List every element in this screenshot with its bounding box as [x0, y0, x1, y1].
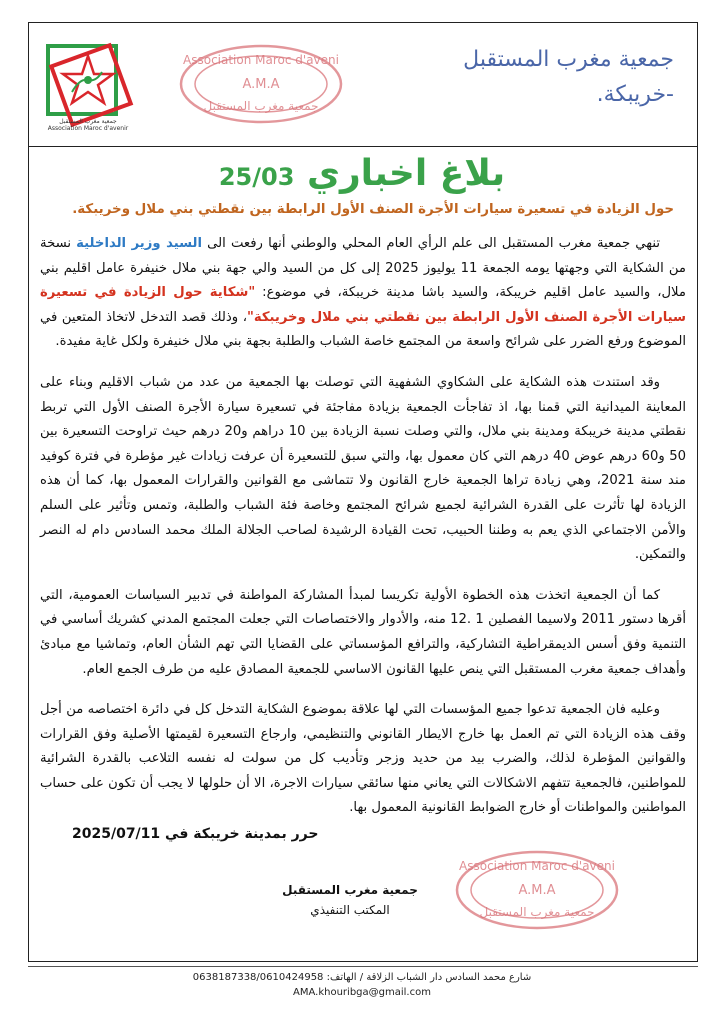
paragraph-2: وقد استندت هذه الشكاية على الشكاوي الشفهية التي توصلت بها الجمعية من عدد من شباب الاقليم وبناء على المعاينة الميدانية التي قمنا بها، اذ تفاجأت الجمعية بزيادة مفاجئة في تسعيرة سيارة الأجرة الصنف الأول التي تربط نقطتي مدينة خريبكة ومدينة بني ملال، والتي وصلت نسبة الزيادة بين 10 دراهم و20 درهم حيث تراوحت التسعيرة بين 50 و60 درهم عوض 40 درهم التي كان معمول بها، والتي سبق للتسعيرة أن عرفت زيادات غير مؤطرة في فترة كوفيد مند سنة 2021، وهي زيادة تراها الجمعية خارج القانون ولا تتماشى مع القوانين والقرارات المعمول بها، كما أن هذه الزيادة لها تأثرت على القدرة الشرائية لجميع شرائح المجتمع وخاصة فئة الشباب والطلبة، وتمس وتأثير على السلم والأمن الاجتماعي الذي يعم به وطننا الحبيب، تحت القيادة الرشيدة لصاحب الجلالة الملك محمد السادس دام له النصر والتمكين.	[40, 374, 687, 563]
paragraph-1-text-a: تنهي جمعية مغرب المستقبل الى علم الرأي العام المحلي والوطني أنها رفعت الى	[201, 236, 660, 251]
footer-divider	[28, 966, 698, 967]
signature-organization: جمعية مغرب المستقبل	[282, 883, 418, 897]
organization-title	[424, 42, 674, 112]
logo-caption-arabic: جمعية مغرب المستقبل	[59, 118, 117, 125]
stamp-inner-text: جمعية مغرب المستقبل	[203, 99, 319, 113]
headline-title: بلاغ اخباري	[306, 153, 506, 194]
stamp-inner-text: جمعية مغرب المستقبل	[479, 905, 595, 919]
headline-date: 25/03	[218, 163, 295, 191]
logo-caption	[38, 118, 138, 132]
paragraph-1	[40, 232, 686, 355]
footer-email: AMA.khouribga@gmail.com	[293, 987, 431, 998]
signoff-line: حرر بمدينة خريبكة في 2025/07/11	[72, 826, 319, 842]
footer	[0, 970, 724, 1000]
paragraph-4: وعليه فان الجمعية تدعوا جميع المؤسسات التي لها علاقة بموضوع الشكاية التدخل كل في دائرة اختصاصه من أجل وقف هذه الزيادة التي تم العمل بها خارج الايطار القانوني والتنظيمي، وارجاع التسعيرة لقيمتها الأصلية وفق القرارات والقوانين المؤطرة لذلك، والضرب بيد من حديد وزجر وتأديب كل من سولت له نفسه التلاعب بالقدرة الشرائية للمواطنين، فالجمعية تتفهم الاشكالات التي يعاني منها سائقي سيارات الاجرة، الا أن حلولها لا يجب أن تكون على حساب المواطنين والمواطنات أو خارج الضوابط القانونية المعمول بها.	[40, 702, 686, 816]
header-divider	[28, 146, 698, 147]
logo-caption-french: Association Maroc d'avenir	[47, 125, 129, 133]
document-headline	[0, 152, 724, 195]
stamp-outer-text: Association Maroc d'aveni	[459, 859, 615, 873]
association-stamp-bottom	[452, 848, 622, 932]
document-body	[40, 232, 686, 837]
footer-address: شارع محمد السادس دار الشباب الزلاقة / الهاتف: 0638187338/0610424958	[192, 972, 532, 983]
letterhead	[28, 22, 698, 144]
organization-name: جمعية مغرب المستقبل	[463, 47, 674, 72]
organization-city: -خريبكة.	[596, 82, 674, 108]
association-stamp-top	[176, 42, 346, 126]
document-subtitle: حول الزيادة في تسعيرة سيارات الأجرة الصنف الأول الرابطة بين نقطتي بني ملال وخريبكة.	[72, 202, 674, 217]
signature-role: المكتب التنفيذي	[310, 903, 390, 917]
minister-mention: السيد وزير الداخلية	[76, 236, 202, 251]
signature-block	[280, 880, 420, 920]
paragraph-3: كما أن الجمعية اتخذت هذه الخطوة الأولية تكريسا لمبدأ المشاركة المواطنة في تدبير السياسات العمومية، التي أقرها دستور 2011 ولاسيما الفصلين 1 .12 منه، والأدوار والاختصاصات التي جعلت المجتمع المدني كشريك أساسي في التنمية وفق أسس الديمقراطية التشاركية، والترافع المؤسساتي على القضايا التي تهم الشأن العام، وتماشيا مع مبادئ وأهداف جمعية مغرب المستقبل التي ينص عليها القانون الاساسي للجمعية المصادق عليه من طرف الجمع العام.	[40, 587, 686, 677]
stamp-middle-text: A.M.A	[518, 883, 556, 898]
complaint-subject: "شكاية حول الزيادة في تسعيرة سيارات الأجرة الصنف الأول الرابطة بين نقطتي بني ملال وخريبكة"	[40, 285, 686, 325]
paragraph-1-text-c: ، وذلك قصد التدخل لاتخاذ المتعين في الموضوع ورفع الضرر على شرائح واسعة من المجتمع خاصة الشباب والطلبة بجهة بني ملال خنيفرة ولكل غاية مفيدة.	[40, 309, 686, 350]
stamp-middle-text: A.M.A	[242, 77, 280, 92]
paragraph-1-text-b: نسخة من الشكاية التي وجهتها يومه الجمعة 11 يوليوز 2025 إلى كل من السيد والي جهة بني ملال خنيفرة عامل اقليم بني ملال، والسيد عامل اقليم خريبكة، والسيد باشا مدينة خريبكة، في موضوع:	[40, 236, 686, 301]
stamp-outer-text: Association Maroc d'aveni	[183, 53, 339, 67]
